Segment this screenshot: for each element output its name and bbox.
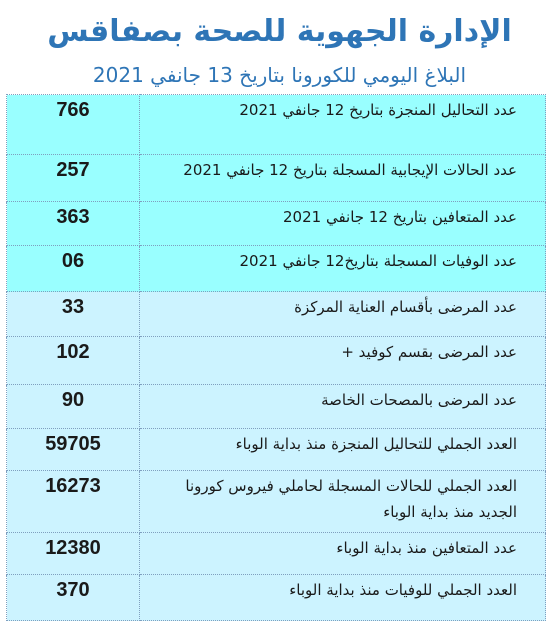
row-label: العدد الجملي للحالات المسجلة لحاملي فيروس كورونا الجديد منذ بداية الوباء: [140, 471, 546, 533]
row-value: 766: [7, 95, 140, 155]
table-row: [7, 246, 546, 292]
table-row: [7, 292, 546, 337]
row-label: عدد التحاليل المنجزة بتاريخ 12 جانفي 2021: [140, 95, 546, 155]
row-label: عدد الوفيات المسجلة بتاريخ12 جانفي 2021: [140, 246, 546, 292]
table-row: [7, 155, 546, 202]
row-value: 102: [7, 337, 140, 385]
table-row: [7, 429, 546, 471]
row-value: 12380: [7, 533, 140, 575]
row-value: 59705: [7, 429, 140, 471]
row-label: العدد الجملي للوفيات منذ بداية الوباء: [140, 575, 546, 621]
row-value: 363: [7, 202, 140, 246]
row-value: 06: [7, 246, 140, 292]
page-subtitle: البلاغ اليومي للكورونا بتاريخ 13 جانفي 2021: [92, 63, 467, 87]
table-row: [7, 95, 546, 155]
row-label: عدد الحالات الإيجابية المسجلة بتاريخ 12 جانفي 2021: [140, 155, 546, 202]
row-value: 16273: [7, 471, 140, 533]
row-value: 90: [7, 385, 140, 429]
row-value: 33: [7, 292, 140, 337]
row-label: عدد المرضى بالمصحات الخاصة: [140, 385, 546, 429]
row-label: عدد المرضى بأقسام العناية المركزة: [140, 292, 546, 337]
row-label: عدد المتعافين بتاريخ 12 جانفي 2021: [140, 202, 546, 246]
row-label: العدد الجملي للتحاليل المنجزة منذ بداية الوباء: [140, 429, 546, 471]
table-row: [7, 202, 546, 246]
row-label: عدد المرضى بقسم كوفيد +: [140, 337, 546, 385]
statistics-table: [6, 94, 546, 621]
table-row: [7, 337, 546, 385]
table-row: [7, 575, 546, 621]
table-row: [7, 533, 546, 575]
row-label: عدد المتعافين منذ بداية الوباء: [140, 533, 546, 575]
table-row: [7, 385, 546, 429]
row-value: 370: [7, 575, 140, 621]
table-row: [7, 471, 546, 533]
row-value: 257: [7, 155, 140, 202]
page-title: الإدارة الجهوية للصحة بصفاقس: [47, 14, 512, 49]
